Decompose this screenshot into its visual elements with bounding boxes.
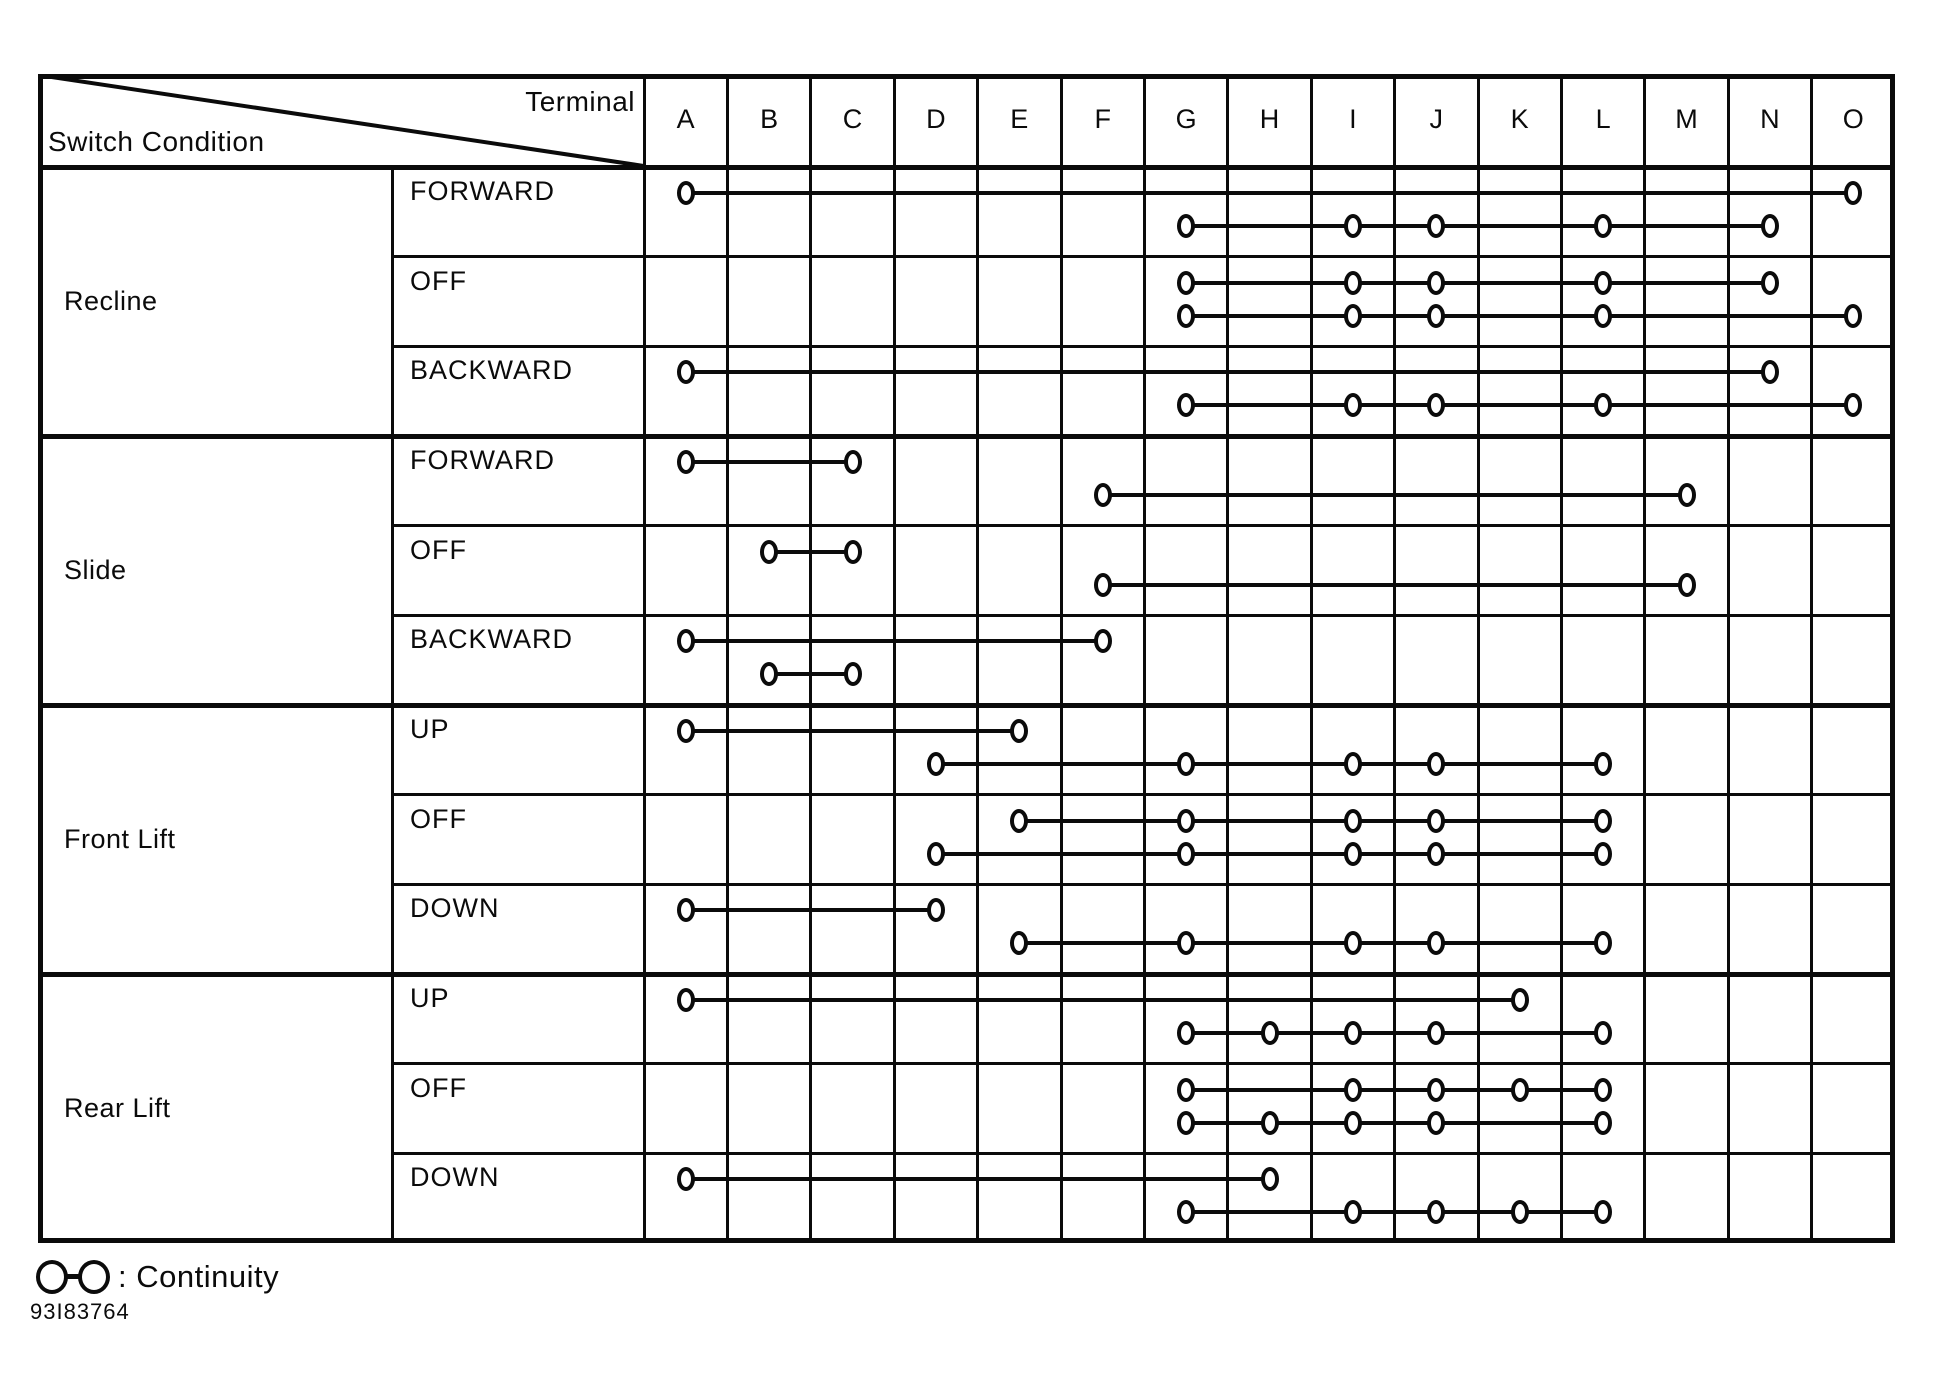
continuity-node — [1511, 1078, 1529, 1102]
terminal-header: M — [1675, 103, 1698, 134]
continuity-node — [1678, 573, 1696, 597]
continuity-line — [686, 729, 1020, 733]
terminal-header: E — [1010, 103, 1029, 134]
continuity-line — [686, 191, 1854, 195]
continuity-node — [1344, 1078, 1362, 1102]
continuity-node — [1511, 1200, 1529, 1224]
grid-line-vertical — [726, 74, 729, 1243]
continuity-node — [677, 360, 695, 384]
legend-label: : Continuity — [118, 1259, 280, 1294]
continuity-node — [844, 662, 862, 686]
continuity-node — [677, 181, 695, 205]
continuity-node — [1344, 304, 1362, 328]
continuity-node — [677, 450, 695, 474]
grid-line-vertical — [643, 74, 646, 1243]
continuity-node — [1594, 809, 1612, 833]
continuity-node — [844, 450, 862, 474]
grid-line-vertical — [1477, 74, 1480, 1243]
continuity-node — [1094, 483, 1112, 507]
continuity-node — [1010, 809, 1028, 833]
grid-line-vertical — [976, 74, 979, 1243]
row-divider — [392, 614, 1895, 617]
grid-line-vertical — [1560, 74, 1563, 1243]
continuity-node — [1177, 214, 1195, 238]
row-divider — [392, 883, 1895, 886]
continuity-node — [1094, 629, 1112, 653]
continuity-node — [1177, 752, 1195, 776]
grid-line-vertical — [1310, 74, 1313, 1243]
continuity-node — [1427, 842, 1445, 866]
continuity-node — [1177, 1021, 1195, 1045]
continuity-node — [1344, 752, 1362, 776]
continuity-node — [844, 540, 862, 564]
condition-label: UP — [410, 714, 450, 744]
continuity-node — [677, 719, 695, 743]
legend-continuity-circle-right — [78, 1260, 110, 1294]
continuity-node — [1344, 809, 1362, 833]
continuity-line — [686, 460, 853, 464]
continuity-node — [1177, 1078, 1195, 1102]
grid-line-vertical — [1393, 74, 1396, 1243]
continuity-node — [927, 842, 945, 866]
section-divider — [38, 972, 1895, 977]
grid-line-vertical — [1226, 74, 1229, 1243]
continuity-line — [1186, 224, 1770, 228]
grid-line-vertical — [1643, 74, 1646, 1243]
row-divider — [392, 1062, 1895, 1065]
continuity-node — [1094, 573, 1112, 597]
condition-label: BACKWARD — [410, 355, 574, 386]
continuity-line — [1103, 493, 1687, 497]
continuity-line — [1186, 1088, 1603, 1092]
switch-condition-header-label: Switch Condition — [48, 126, 265, 157]
terminal-header: C — [842, 103, 863, 134]
switch-name: Rear Lift — [64, 1092, 171, 1123]
continuity-node — [1594, 1021, 1612, 1045]
terminal-header-label: Terminal — [525, 86, 635, 117]
continuity-node — [1594, 752, 1612, 776]
condition-label: UP — [410, 983, 450, 1013]
row-divider — [392, 1152, 1895, 1155]
continuity-node — [1261, 1021, 1279, 1045]
continuity-node — [1344, 1111, 1362, 1135]
continuity-node — [1344, 214, 1362, 238]
terminal-header: I — [1349, 103, 1357, 134]
row-divider — [392, 255, 1895, 258]
terminal-header: N — [1760, 103, 1780, 134]
row-divider — [392, 524, 1895, 527]
grid-line-vertical — [1810, 74, 1813, 1243]
continuity-node — [677, 629, 695, 653]
continuity-node — [1261, 1167, 1279, 1191]
switch-name: Front Lift — [64, 823, 176, 854]
continuity-node — [1844, 304, 1862, 328]
condition-label: FORWARD — [410, 445, 555, 475]
grid-line-vertical — [1727, 74, 1730, 1243]
continuity-node — [1511, 988, 1529, 1012]
continuity-line — [936, 762, 1603, 766]
continuity-node — [1427, 271, 1445, 295]
continuity-line — [686, 1177, 1270, 1181]
continuity-node — [677, 898, 695, 922]
section-divider — [38, 703, 1895, 708]
condition-label: OFF — [410, 1072, 467, 1103]
continuity-node — [1594, 842, 1612, 866]
continuity-node — [1344, 1021, 1362, 1045]
continuity-node — [1761, 214, 1779, 238]
continuity-node — [677, 988, 695, 1012]
continuity-node — [1761, 271, 1779, 295]
continuity-node — [1594, 271, 1612, 295]
terminal-header: A — [676, 103, 695, 134]
continuity-line — [1186, 281, 1770, 285]
continuity-line — [686, 639, 1103, 643]
terminal-header: D — [926, 103, 946, 134]
table-frame — [38, 74, 1895, 1243]
continuity-node — [1594, 1078, 1612, 1102]
terminal-header: F — [1094, 103, 1111, 134]
continuity-node — [1427, 304, 1445, 328]
continuity-node — [1427, 809, 1445, 833]
continuity-node — [760, 540, 778, 564]
continuity-node — [1344, 271, 1362, 295]
continuity-line — [769, 672, 852, 676]
continuity-line — [1186, 1031, 1603, 1035]
condition-label: DOWN — [410, 893, 500, 924]
continuity-node — [1177, 304, 1195, 328]
terminal-header: B — [760, 103, 779, 134]
terminal-header: O — [1842, 103, 1864, 134]
grid-line-vertical — [1143, 74, 1146, 1243]
continuity-line — [769, 550, 852, 554]
condition-label: BACKWARD — [410, 624, 574, 655]
continuity-node — [1177, 271, 1195, 295]
switch-name: Recline — [64, 285, 158, 316]
continuity-node — [1678, 483, 1696, 507]
grid-line-vertical — [1060, 74, 1063, 1243]
row-divider — [392, 345, 1895, 348]
continuity-line — [1019, 819, 1603, 823]
condition-label: DOWN — [410, 1162, 500, 1193]
terminal-header: J — [1429, 103, 1444, 134]
section-divider — [38, 434, 1895, 439]
continuity-node — [1594, 304, 1612, 328]
continuity-line — [686, 998, 1520, 1002]
continuity-node — [927, 752, 945, 776]
continuity-node — [1594, 214, 1612, 238]
continuity-node — [1344, 842, 1362, 866]
continuity-node — [1177, 842, 1195, 866]
condition-label: OFF — [410, 803, 467, 834]
continuity-node — [1177, 809, 1195, 833]
condition-label: OFF — [410, 265, 467, 296]
continuity-line — [936, 852, 1603, 856]
continuity-line — [686, 908, 936, 912]
terminal-header: G — [1175, 103, 1197, 134]
header-divider — [38, 165, 1895, 170]
figure-code: 93I83764 — [30, 1299, 130, 1324]
continuity-node — [1261, 1111, 1279, 1135]
continuity-line — [1186, 403, 1853, 407]
grid-line-vertical — [893, 74, 896, 1243]
condition-label: FORWARD — [410, 176, 555, 206]
continuity-node — [1594, 1111, 1612, 1135]
continuity-line — [1186, 1121, 1603, 1125]
continuity-node — [1177, 1111, 1195, 1135]
terminal-header: H — [1259, 103, 1280, 134]
continuity-node — [677, 1167, 695, 1191]
terminal-header: L — [1595, 103, 1611, 134]
continuity-node — [1427, 1111, 1445, 1135]
continuity-line — [1103, 583, 1687, 587]
switch-name: Slide — [64, 554, 127, 585]
continuity-line — [1186, 314, 1853, 318]
condition-label: OFF — [410, 534, 467, 565]
terminal-header: K — [1510, 103, 1529, 134]
continuity-line — [1019, 941, 1603, 945]
continuity-line — [1186, 1210, 1603, 1214]
grid-line-vertical — [809, 74, 812, 1243]
continuity-node — [1427, 1078, 1445, 1102]
continuity-line — [686, 370, 1770, 374]
row-divider — [392, 793, 1895, 796]
